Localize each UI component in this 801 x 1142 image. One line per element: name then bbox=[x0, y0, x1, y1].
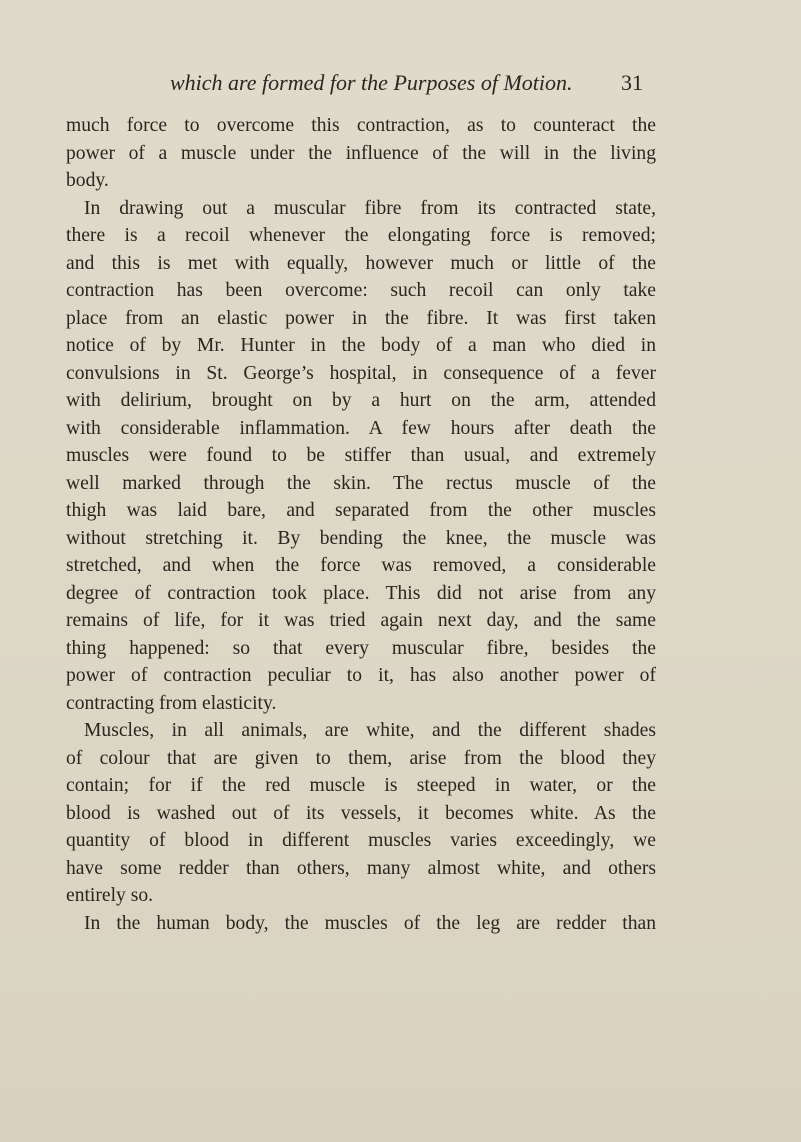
text-line: power of a muscle under the influence of the will in the living bbox=[66, 142, 656, 164]
text-line: well marked through the skin. The rectus muscle of the bbox=[66, 472, 656, 494]
text-line: convulsions in St. George’s hospital, in consequence of a fever bbox=[66, 362, 656, 384]
text-line: power of contraction peculiar to it, has also another power of bbox=[66, 665, 656, 686]
text-line: contracting from elasticity. bbox=[66, 692, 277, 714]
text-line: contain; for if the red muscle is steeped in water, or the bbox=[66, 775, 656, 796]
text-line: blood is washed out of its vessels, it becomes white. As the bbox=[66, 802, 656, 824]
body-text bbox=[66, 112, 656, 937]
paragraph-start-line: In drawing out a muscular fibre from its contracted state, bbox=[84, 197, 656, 219]
text-line: thigh was laid bare, and separated from the other muscles bbox=[66, 500, 656, 521]
text-line: have some redder than others, many almost white, and others bbox=[66, 857, 656, 879]
text-line: stretched, and when the force was removed, a considerable bbox=[66, 555, 656, 576]
text-line: contraction has been overcome: such recoil can only take bbox=[66, 280, 656, 301]
text-line: and this is met with equally, however much or little of the bbox=[66, 252, 656, 274]
paragraph-start-line: In the human body, the muscles of the leg are redder than bbox=[84, 912, 656, 934]
paragraph-start-line: Muscles, in all animals, are white, and the different shades bbox=[84, 720, 656, 741]
text-line: without stretching it. By bending the knee, the muscle was bbox=[66, 527, 656, 549]
text-line: of colour that are given to them, arise from the blood they bbox=[66, 747, 656, 769]
text-line: degree of contraction took place. This did not arise from any bbox=[66, 582, 656, 604]
text-line: much force to overcome this contraction, as to counteract the bbox=[66, 115, 656, 136]
text-line: entirely so. bbox=[66, 885, 154, 906]
text-line: notice of by Mr. Hunter in the body of a man who died in bbox=[66, 335, 656, 356]
text-line: thing happened: so that every muscular fibre, besides the bbox=[66, 637, 656, 659]
text-line: with delirium, brought on by a hurt on the arm, attended bbox=[66, 390, 656, 411]
text-line: quantity of blood in different muscles varies exceedingly, we bbox=[66, 830, 656, 851]
page-number: 31 bbox=[621, 70, 643, 95]
text-line: body. bbox=[66, 170, 109, 191]
text-line: remains of life, for it was tried again next day, and the same bbox=[66, 610, 656, 631]
text-line: with considerable inflammation. A few hours after death the bbox=[66, 417, 656, 439]
text-line: muscles were found to be stiffer than usual, and extremely bbox=[66, 445, 656, 466]
running-head: which are formed for the Purposes of Motion. bbox=[170, 70, 573, 95]
text-line: place from an elastic power in the fibre. It was first taken bbox=[66, 307, 656, 329]
text-line: there is a recoil whenever the elongating force is removed; bbox=[66, 225, 656, 246]
